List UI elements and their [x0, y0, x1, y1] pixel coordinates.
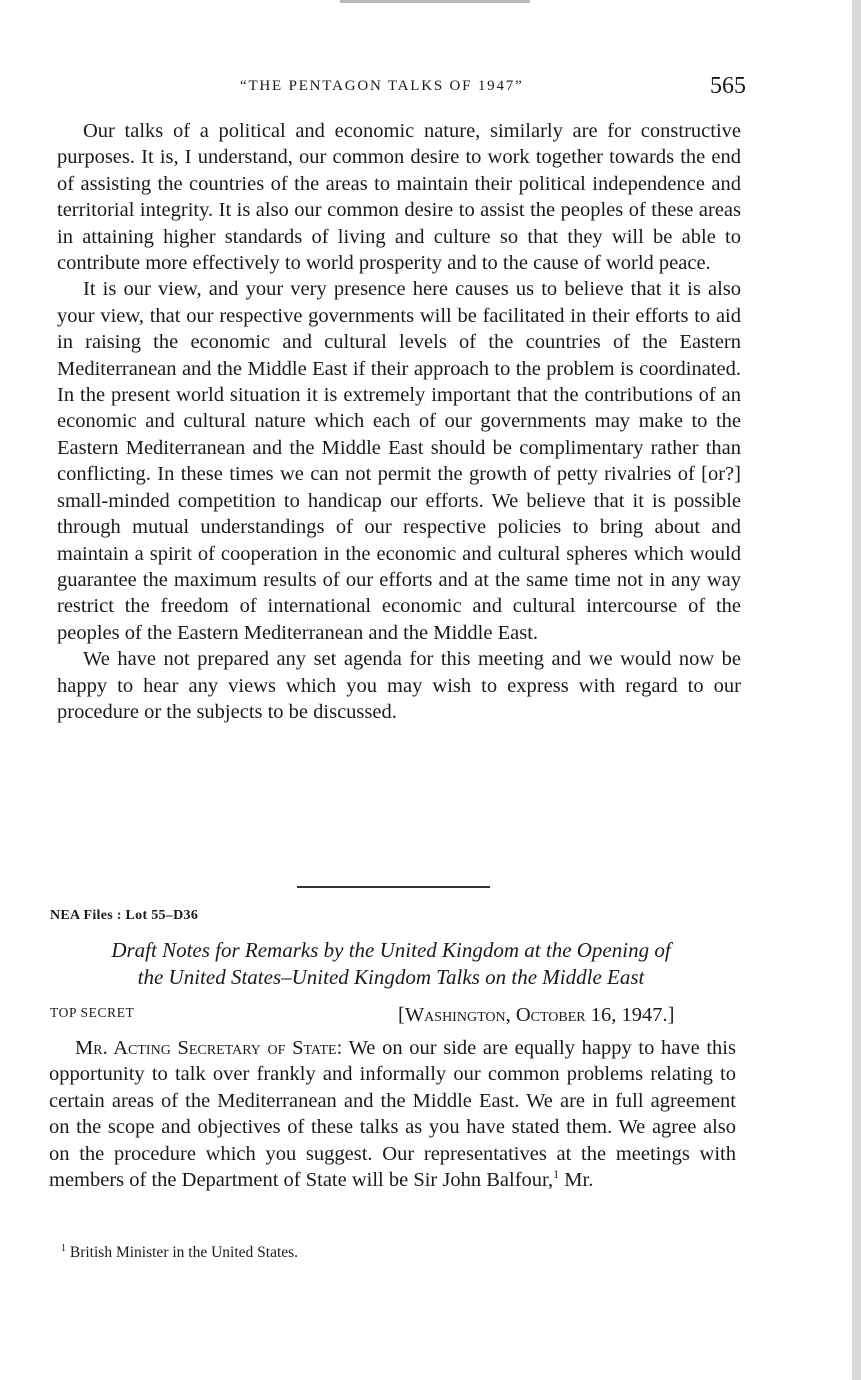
dateline: [Washington, October 16, 1947.] — [398, 1004, 675, 1026]
section-divider — [297, 886, 490, 888]
uk-opening-text-end: Mr. — [559, 1169, 594, 1192]
document-title-line-2: the United States–United Kingdom Talks on the Middle East — [137, 965, 645, 989]
document-title-line-1: Draft Notes for Remarks by the United Kingdom at the Opening of — [111, 938, 671, 962]
uk-remarks — [49, 1035, 736, 1193]
document-title — [22, 937, 760, 991]
running-title: “THE PENTAGON TALKS OF 1947” — [240, 78, 524, 94]
speaker-name: Mr. Acting Secretary of State — [75, 1037, 337, 1059]
footnote-marker: 1 — [553, 1167, 560, 1182]
footnote-number: 1 — [61, 1242, 66, 1254]
classification-label: TOP SECRET — [50, 1005, 135, 1020]
footnote-text: British Minister in the United States. — [66, 1244, 299, 1261]
scan-edge-right — [852, 0, 861, 1380]
speaker-colon: : — [336, 1037, 349, 1059]
paragraph-coordination: It is our view, and your very presence here causes us to believe that it is also your view, that our respective governments will be facilitated in their efforts to aid in raising the economic and cultural levels of the countries of the Eastern Mediterranean and the Middle East if their approach to the problem is coordinated. In the present world situation it is extremely important that the contributions of an economic and cultural nature which each of our governments may make to the Eastern Mediterranean and the Middle East should be complimentary rather than conflicting. In these times we can not permit the growth of petty rivalries of [or?] small-minded competition to handicap our efforts. We believe that it is possible through mutual understandings of our respective policies to bring about and maintain a spirit of cooperation in the economic and cultural spheres which would guarantee the maximum results of our efforts and at the same time not in any way restrict the freedom of international economic and cultural intercourse of the peoples of the Eastern Mediterranean and the Middle East. — [57, 278, 741, 644]
paragraph-political-economic: Our talks of a political and economic nature, similarly are for constructive purposes. It is, I understand, our common desire to work together towards the end of assisting the countries of the areas to maintain their political independence and territorial integrity. It is also our common desire to assist the peoples of these areas in attaining higher standards of living and culture so that they will be able to contribute more effectively to world prosperity and to the cause of world peace. — [57, 120, 741, 275]
file-reference: NEA Files : Lot 55–D36 — [50, 908, 199, 923]
continued-remarks — [57, 118, 741, 725]
scan-artifact-top — [340, 0, 530, 3]
paragraph-agenda: We have not prepared any set agenda for this meeting and we would now be happy to hear any views which you may wish to express with regard to our procedure or the subjects to be discussed. — [57, 648, 741, 723]
running-header — [54, 73, 746, 106]
page-number: 565 — [710, 73, 746, 99]
paragraph-uk-opening — [49, 1035, 736, 1193]
footnote — [61, 1244, 298, 1262]
uk-opening-text: We on our side are equally happy to have this opportunity to talk over frankly and informally our common problems relating to certain areas of the Mediterranean and the Middle East. We are in full agreement on the scope and objectives of these talks as you have stated them. We agree also on the procedure which you suggest. Our representatives at the meetings with members of the Department of State will be Sir John Balfour, — [49, 1037, 736, 1192]
